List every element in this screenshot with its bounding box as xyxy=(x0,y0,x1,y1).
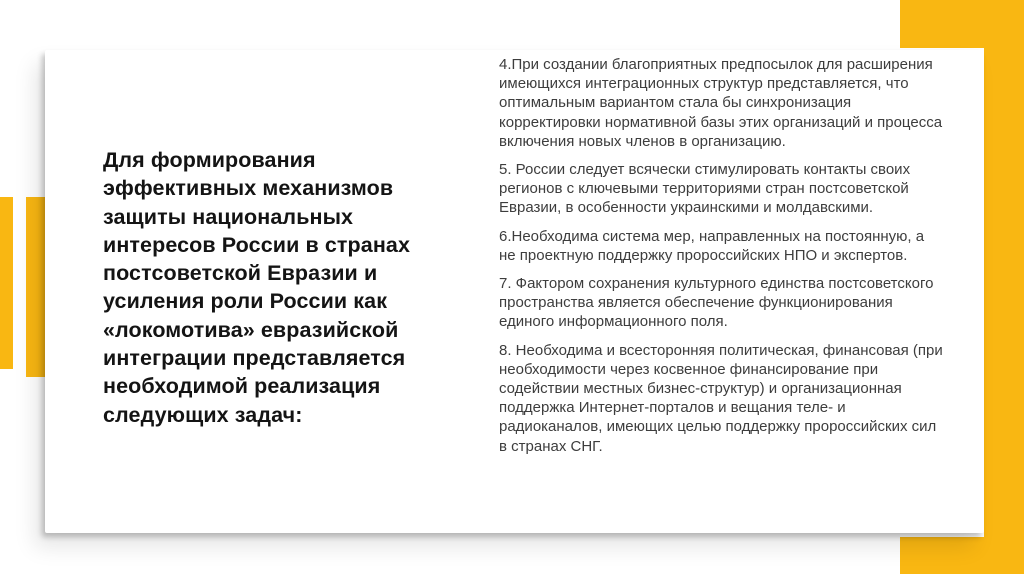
accent-column-right xyxy=(984,0,1024,574)
slide-heading: Для формирования эффективных механизмов защиты национальных интересов России в странах постсоветской Евразии и усиления роли России как «локомотива» евразийской интеграции представляется необходимой реализация следующих задач: xyxy=(103,148,411,427)
accent-bar-left-inner xyxy=(26,197,47,377)
body-paragraph-8: 8. Необходима и всесторонняя политическая, финансовая (при необходимости через косвенное финансирование при содействии местных бизнес-структур) и организационная поддержка Интернет-порталов и вещания теле- и радиоканалов, имеющих целью поддержку пророссийских сил в странах СНГ. xyxy=(499,341,943,455)
body-paragraph-6: 6.Необходима система мер, направленных на постоянную, а не проектную поддержку пророссийских НПО и экспертов. xyxy=(499,227,925,264)
accent-block-bottom-right xyxy=(900,537,1024,574)
accent-bar-left-outer xyxy=(0,197,13,369)
body-paragraph-4: 4.При создании благоприятных предпосылок для расширения имеющихся интеграционных структур представляется, что оптимальным вариантом стала бы синхронизация корректировки нормативной базы этих организаций и процесса включения новых членов в организацию. xyxy=(499,56,943,150)
body-column xyxy=(499,55,943,456)
accent-block-top-right xyxy=(900,0,1024,48)
body-paragraph-7: 7. Фактором сохранения культурного единства постсоветского пространства является обеспечение функционирования единого информационного поля. xyxy=(499,275,934,331)
content-card xyxy=(45,50,984,533)
body-paragraph-5: 5. России следует всячески стимулировать контакты своих регионов с ключевыми территориями стран постсоветской Евразии, в особенности украинскими и молдавскими. xyxy=(499,161,911,217)
